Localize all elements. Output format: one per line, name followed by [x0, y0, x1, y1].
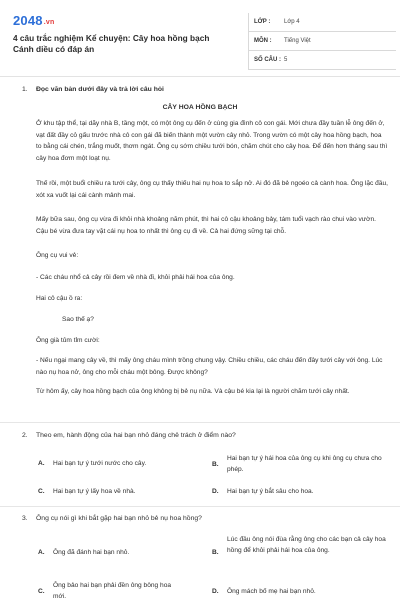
option-text: Hai bạn tự ý bắt sâu cho hoa.	[227, 488, 314, 495]
story-paragraph-10: Từ hôm ấy, cây hoa hồng bạch của ông không bị bẻ nụ nữa. Và cậu bé kia lại là người chăm tưới cây nhất.	[36, 388, 350, 395]
logo-text: 2048	[13, 13, 43, 28]
question-prompt: Theo em, hành động của hai bạn nhỏ đáng chê trách ở điểm nào?	[36, 432, 236, 439]
meta-table	[248, 13, 396, 70]
story-paragraph-2: Thế rồi, một buổi chiều ra tưới cây, ông cụ thấy thiếu hai nụ hoa to sắp nở. Ai đó đã bẻ ngoéo cả cành hoa. Ông lặc đầu, xót xa vuốt lại cái cành mảnh mai.	[36, 180, 389, 199]
option-text: Lúc đầu ông nói đùa rằng ông cho các bạn cả cây hoa hồng để khỏi phải hái hoa của ông.	[227, 536, 386, 554]
question-number: 3.	[22, 515, 28, 522]
option-text: Ông đã đánh hai bạn nhỏ.	[53, 549, 130, 556]
story-paragraph-4: Ông cụ vui vẻ:	[36, 252, 79, 259]
question-number: 1.	[22, 86, 28, 93]
option-text: Ông bảo hai bạn phải đền ông bông hoa mới.	[53, 582, 172, 600]
option-text: Hai bạn tự ý tưới nước cho cây.	[53, 460, 147, 467]
option-letter: A.	[38, 549, 45, 556]
meta-value: Tiếng Việt	[284, 38, 311, 44]
story-paragraph-5: - Các cháu nhổ cả cây rồi đem về nhà đi, khỏi phải hái hoa của ông.	[36, 274, 235, 281]
option-letter: A.	[38, 460, 45, 467]
story-paragraph-9: - Nếu ngại mang cây về, thì mấy ông cháu mình trồng chung vậy. Chiều chiều, các cháu đến đây tưới cây với ông. Lúc nào nụ hoa nở, ông cho mỗi cháu một bông. Được không?	[36, 357, 383, 376]
header-separator	[0, 76, 400, 77]
option-letter: D.	[212, 488, 219, 495]
meta-value: 5	[284, 57, 288, 63]
option-letter: C.	[38, 488, 45, 495]
meta-label: MÔN :	[254, 38, 272, 44]
option-letter: D.	[212, 588, 219, 595]
page-title: 4 câu trắc nghiệm Kể chuyện: Cây hoa hồng bạch Cánh diều có đáp án	[13, 33, 210, 54]
option-text: Hai bạn tự ý hái hoa của ông cụ khi ông cụ chưa cho phép.	[227, 455, 382, 473]
story-paragraph-1: Ở khu tập thể, tại dãy nhà B, tầng một, có một ông cụ đến ở cùng gia đình cô con gái. Mới chưa đầy tuần lễ ông đến ở, vạt đất đầy cỏ gấu trước nhà cô con gái đã biến thành một vườn cây nhỏ. Trong vườn có một cây hoa hồng bạch, hoa to bằng cái chén, trắng muốt, thơm ngát. Ông cụ sớm chiều tưới bón, chăm chút cho cây hoa. Để đến hơn tháng sau thì cây hoa đơm một loạt nụ.	[36, 120, 388, 162]
page-header	[0, 0, 400, 76]
option-letter: C.	[38, 588, 45, 595]
question-prompt: Ông cụ nói gì khi bắt gặp hai bạn nhỏ bẻ nụ hoa hồng?	[36, 515, 202, 522]
meta-row-subject	[248, 32, 396, 51]
option-letter: B.	[212, 549, 219, 556]
story-title: CÂY HOA HỒNG BẠCH	[162, 104, 238, 111]
story-paragraph-3: Mấy bữa sau, ông cụ vừa đi khỏi nhà khoảng năm phút, thì hai cô cậu khoảng bảy, tám tuổi vạch rào chui vào vườn. Cậu bé vừa đưa tay vặt cái nụ hoa to nhất thì ông cụ đi về. Cả hai đứng sững tại chỗ.	[36, 216, 377, 235]
question-number: 2.	[22, 432, 28, 439]
logo-suffix: .vn	[43, 19, 55, 26]
story-paragraph-7: Sao thế ạ?	[62, 316, 94, 323]
option-text: Ông mách bố mẹ hai bạn nhỏ.	[227, 588, 316, 595]
meta-row-count	[248, 51, 396, 70]
question-separator	[0, 422, 400, 423]
story-paragraph-6: Hai cô cậu ồ ra:	[36, 295, 83, 302]
question-separator	[0, 506, 400, 507]
option-letter: B.	[212, 461, 219, 468]
question-prompt: Đọc văn bản dưới đây và trả lời câu hỏi	[36, 86, 164, 93]
meta-label: LỚP :	[254, 19, 271, 25]
story-paragraph-8: Ông già tủm tỉm cười:	[36, 337, 100, 344]
meta-value: Lớp 4	[284, 19, 300, 25]
option-text: Hai bạn tự ý lấy hoa về nhà.	[53, 488, 136, 495]
site-logo[interactable]	[13, 13, 54, 28]
meta-label: SỐ CÂU :	[254, 57, 281, 63]
meta-row-grade	[248, 13, 396, 32]
